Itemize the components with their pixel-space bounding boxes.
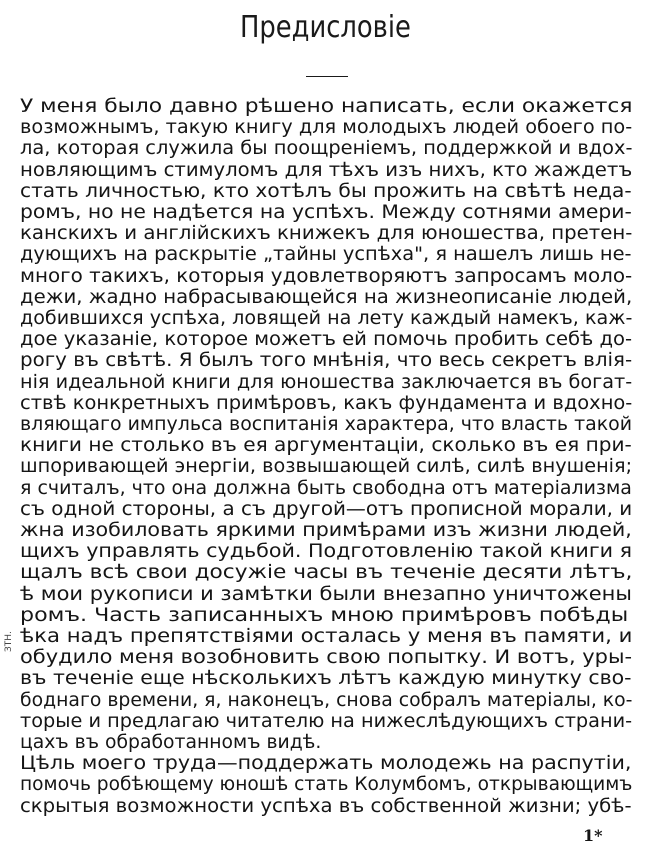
text-line: Цѣль моего труда—поддержать молодежь на распутіи,: [20, 753, 632, 775]
title-rule: [306, 76, 348, 77]
text-line: книги не столько въ ея аргументаціи, сколько въ ея при-: [20, 435, 632, 457]
text-line: жна изобиловать яркими примѣрами изъ жизни людей,: [20, 520, 632, 541]
text-line: ромъ. Часть записанныхъ мною примѣровъ побѣды: [20, 604, 629, 626]
text-line: У меня было давно рѣшено написать, если окажется: [20, 96, 633, 117]
page-number: 1*: [583, 826, 603, 845]
text-line: ромъ, но не надѣется на успѣхъ. Между сотнями амери-: [20, 202, 632, 223]
text-line: скрытыя возможности успѣха въ собственной жизни; убѣ-: [20, 795, 632, 817]
text-line: много такихъ, которыя удовлетворяютъ запросамъ моло-: [20, 265, 633, 287]
text-line: дующихъ на раскрытіе „тайны успѣха", я нашелъ лишь не-: [20, 244, 632, 266]
text-line: ѣ мои рукописи и замѣтки были внезапно уничтожены: [20, 583, 632, 605]
text-line: дежи, жадно набрасывающейся на жизнеописаніе людей,: [20, 286, 633, 308]
margin-note: ЗТН.: [4, 631, 14, 652]
text-line: я считалъ, что она должна быть свободна отъ матеріализма: [20, 477, 632, 499]
text-line: боднаго времени, я, наконецъ, снова собралъ матеріалы, ко-: [20, 689, 633, 711]
text-line: возможнымъ, такую книгу для молодыхъ людей обоего по-: [20, 117, 633, 139]
text-line: ѣка надъ препятствіями осталась у меня въ памяти, и: [20, 626, 633, 647]
text-line: добившихся успѣха, ловящей на лету каждый намекъ, каж-: [20, 308, 633, 329]
text-line: съ одной стороны, а съ другой—отъ прописной морали, и: [20, 498, 633, 520]
text-line: канскихъ и англійскихъ книжекъ для юношества, претен-: [20, 223, 633, 245]
page-title: Предисловіе: [239, 10, 411, 45]
text-line: цахъ въ обработанномъ видѣ.: [20, 732, 322, 753]
text-line: вляющаго импульса воспитанія характера, что власть такой: [20, 414, 633, 435]
text-line: ла, которая служила бы поощреніемъ, поддержкой и вдох-: [20, 138, 633, 160]
text-line: дое указаніе, которое можетъ ей помочь пробить себѣ до-: [20, 329, 633, 351]
text-line: торые и предлагаю читателю на нижеслѣдующихъ страни-: [20, 710, 633, 732]
text-line: щихъ управлять судьбой. Подготовленію такой книги я: [20, 541, 633, 563]
text-line: помочь робѣющему юношѣ стать Колумбомъ, открывающимъ: [20, 774, 633, 796]
text-line: обудило меня возобновить свою попытку. И вотъ, уры-: [20, 647, 633, 669]
text-line: шпоривающей энергіи, возвышающей силѣ, силѣ внушенія;: [20, 456, 633, 478]
text-line: стать личностью, кто хотѣлъ бы прожить на свѣтѣ неда-: [20, 180, 632, 202]
text-line: ствѣ конкретныхъ примѣровъ, какъ фундамента и вдохно-: [20, 392, 633, 414]
text-line: въ теченіе еще нѣсколькихъ лѣтъ каждую минутку сво-: [20, 668, 632, 690]
text-line: нія идеальной книги для юношества заключается въ богат-: [20, 371, 633, 393]
text-line: щалъ всѣ свои досужіе часы въ теченіе десяти лѣтъ,: [20, 562, 633, 584]
text-line: новляющимъ стимуломъ для тѣхъ изъ нихъ, кто жаждетъ: [20, 159, 633, 181]
text-line: рогу въ свѣтѣ. Я былъ того мнѣнія, что весь секретъ влія-: [20, 350, 633, 372]
